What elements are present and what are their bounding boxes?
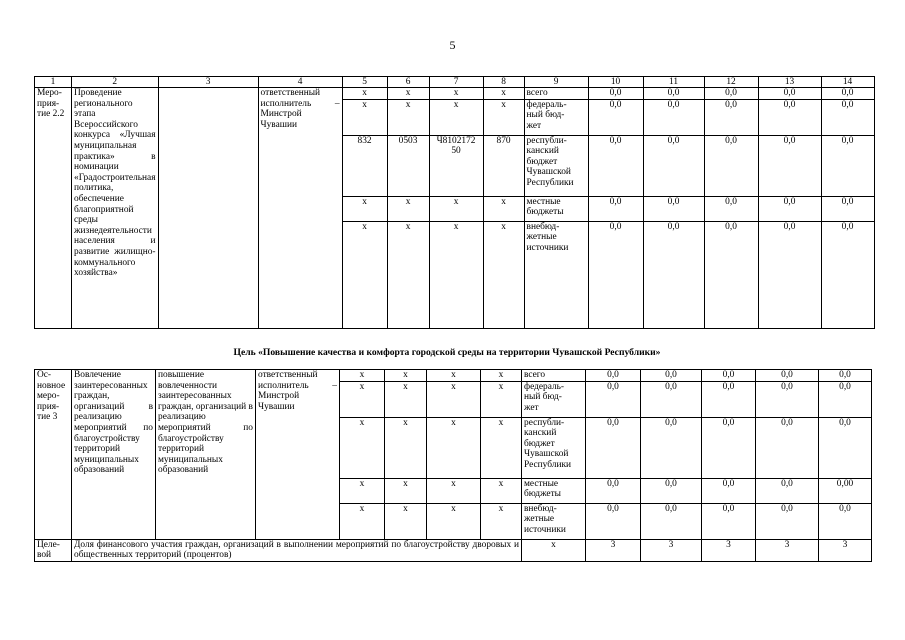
value-cell: 0,0	[819, 370, 872, 382]
value-cell: 0,0	[758, 135, 821, 196]
value-cell: 0,0	[758, 221, 821, 328]
grbs-code-cell: x	[340, 417, 385, 478]
target-article-cell: x	[429, 99, 483, 135]
expense-type-cell: x	[481, 381, 522, 417]
target-article-cell: x	[429, 196, 483, 221]
value-cell: 0,0	[586, 417, 641, 478]
section-code-cell: x	[385, 478, 427, 503]
page-number: 5	[449, 38, 456, 52]
grbs-code-cell: x	[340, 478, 385, 503]
section-code-cell: x	[387, 221, 429, 328]
value-cell: 0,0	[702, 417, 756, 478]
value-cell: 0,0	[704, 135, 758, 196]
activity-name-cell: Вовлечение заинтересованных граждан, организаций в реализацию мероприятий по благоустройству территорий муниципальных образований	[72, 370, 156, 540]
value-cell: 0,0	[704, 196, 758, 221]
grbs-code-cell: 832	[342, 135, 387, 196]
value-cell: 0,0	[756, 381, 819, 417]
target-article-cell: x	[427, 370, 481, 382]
grbs-code-cell: x	[340, 381, 385, 417]
value-cell: 0,0	[821, 135, 874, 196]
value-cell: 3	[641, 539, 702, 561]
expense-type-cell: x	[481, 417, 522, 478]
funding-source-cell: местные бюджеты	[522, 478, 586, 503]
value-cell: 0,0	[643, 196, 704, 221]
table-row	[35, 370, 872, 382]
expected-result-cell	[158, 88, 258, 329]
header-cell: 12	[704, 77, 758, 88]
value-cell: 3	[819, 539, 872, 561]
grbs-code-cell: x	[342, 88, 387, 100]
executor-cell: ответственный исполнитель – Минстрой Чувашии	[256, 370, 340, 540]
grbs-code-cell: x	[342, 99, 387, 135]
value-cell: 0,0	[702, 478, 756, 503]
value-cell: 0,0	[586, 503, 641, 539]
expense-type-cell: x	[483, 99, 524, 135]
value-cell: 0,0	[704, 99, 758, 135]
funding-source-cell: всего	[522, 370, 586, 382]
section-code-cell: x	[387, 88, 429, 100]
value-cell: 0,0	[588, 88, 643, 100]
value-cell: 0,0	[643, 99, 704, 135]
value-cell: 0,0	[641, 503, 702, 539]
target-article-cell: x	[427, 417, 481, 478]
funding-source-cell: x	[522, 539, 586, 561]
activity-name-cell: Проведение регионального этапа Всероссийского конкурса «Лучшая муниципальная практика» в номинации «Градостроительная политика, обеспечение благоприятной среды жизнедеятельности населения и развитие жилищно-коммунального хозяйства»	[72, 88, 159, 329]
funding-source-cell: внебюд- жетные источники	[524, 221, 588, 328]
value-cell: 0,0	[643, 135, 704, 196]
value-cell: 0,0	[588, 99, 643, 135]
value-cell: 0,0	[821, 196, 874, 221]
value-cell: 0,0	[819, 381, 872, 417]
section-code-cell: x	[385, 381, 427, 417]
grbs-code-cell: x	[342, 196, 387, 221]
expense-type-cell: x	[483, 221, 524, 328]
target-article-cell: x	[429, 221, 483, 328]
header-cell: 1	[35, 77, 72, 88]
value-cell: 0,0	[643, 88, 704, 100]
value-cell: 0,0	[704, 221, 758, 328]
header-cell: 10	[588, 77, 643, 88]
value-cell: 0,0	[702, 381, 756, 417]
expected-result-cell: повышение вовлеченности заинтересованных граждан, организаций в реализацию мероприятий по благоустройству территорий муниципальных образований	[156, 370, 256, 540]
value-cell: 0,0	[588, 221, 643, 328]
target-indicator-label: Целе- вой	[35, 539, 72, 561]
value-cell: 0,0	[758, 196, 821, 221]
value-cell: 0,0	[756, 370, 819, 382]
header-cell: 8	[483, 77, 524, 88]
expense-type-cell: x	[483, 88, 524, 100]
value-cell: 0,0	[756, 417, 819, 478]
header-cell: 3	[158, 77, 258, 88]
value-cell: 0,00	[819, 478, 872, 503]
target-article-cell: x	[429, 88, 483, 100]
value-cell: 0,0	[702, 370, 756, 382]
goal-heading: Цель «Повышение качества и комфорта городской среды на территории Чувашской Республики»	[233, 347, 661, 358]
header-cell: 13	[758, 77, 821, 88]
value-cell: 0,0	[588, 135, 643, 196]
expense-type-cell: x	[481, 370, 522, 382]
value-cell: 0,0	[758, 99, 821, 135]
header-cell: 7	[429, 77, 483, 88]
value-cell: 0,0	[756, 478, 819, 503]
value-cell: 0,0	[821, 221, 874, 328]
target-indicator-row	[35, 539, 872, 561]
budget-table-main-activity-3	[34, 369, 872, 562]
header-cell: 9	[524, 77, 588, 88]
target-indicator-text: Доля финансового участия граждан, организаций в выполнении мероприятий по благоустройству дворовых и общественных территорий (процентов)	[72, 539, 522, 561]
target-article-cell: x	[427, 503, 481, 539]
header-cell: 2	[72, 77, 159, 88]
value-cell: 0,0	[702, 503, 756, 539]
section-code-cell: 0503	[387, 135, 429, 196]
value-cell: 3	[756, 539, 819, 561]
value-cell: 0,0	[819, 503, 872, 539]
expense-type-cell: x	[481, 503, 522, 539]
grbs-code-cell: x	[340, 370, 385, 382]
header-cell: 6	[387, 77, 429, 88]
budget-table-activity-2-2	[34, 76, 875, 329]
value-cell: 0,0	[641, 478, 702, 503]
value-cell: 0,0	[586, 478, 641, 503]
funding-source-cell: республи- канский бюджет Чувашской Республики	[522, 417, 586, 478]
funding-source-cell: республи- канский бюджет Чувашской Республики	[524, 135, 588, 196]
header-cell: 11	[643, 77, 704, 88]
value-cell: 0,0	[641, 381, 702, 417]
value-cell: 0,0	[641, 370, 702, 382]
expense-type-cell: x	[483, 196, 524, 221]
value-cell: 0,0	[704, 88, 758, 100]
funding-source-cell: федераль- ный бюд- жет	[522, 381, 586, 417]
target-article-cell: x	[427, 478, 481, 503]
value-cell: 0,0	[756, 503, 819, 539]
executor-cell: ответственный исполнитель – Минстрой Чувашии	[258, 88, 342, 329]
section-code-cell: x	[385, 503, 427, 539]
section-code-cell: x	[387, 99, 429, 135]
table-row	[35, 88, 875, 100]
grbs-code-cell: x	[340, 503, 385, 539]
header-cell: 4	[258, 77, 342, 88]
funding-source-cell: всего	[524, 88, 588, 100]
value-cell: 0,0	[586, 370, 641, 382]
section-code-cell: x	[385, 370, 427, 382]
activity-number-cell: Ос- новное меро- прия- тие 3	[35, 370, 72, 540]
section-code-cell: x	[385, 417, 427, 478]
value-cell: 0,0	[758, 88, 821, 100]
value-cell: 0,0	[819, 417, 872, 478]
value-cell: 0,0	[641, 417, 702, 478]
funding-source-cell: местные бюджеты	[524, 196, 588, 221]
value-cell: 0,0	[586, 381, 641, 417]
column-number-row	[35, 77, 875, 88]
target-article-cell: Ч8102172 50	[429, 135, 483, 196]
value-cell: 0,0	[588, 196, 643, 221]
expense-type-cell: 870	[483, 135, 524, 196]
grbs-code-cell: x	[342, 221, 387, 328]
funding-source-cell: федераль- ный бюд- жет	[524, 99, 588, 135]
activity-number-cell: Меро- прия- тие 2.2	[35, 88, 72, 329]
value-cell: 0,0	[821, 99, 874, 135]
funding-source-cell: внебюд- жетные источники	[522, 503, 586, 539]
header-cell: 14	[821, 77, 874, 88]
value-cell: 0,0	[643, 221, 704, 328]
header-cell: 5	[342, 77, 387, 88]
section-code-cell: x	[387, 196, 429, 221]
value-cell: 3	[586, 539, 641, 561]
value-cell: 0,0	[821, 88, 874, 100]
target-article-cell: x	[427, 381, 481, 417]
expense-type-cell: x	[481, 478, 522, 503]
value-cell: 3	[702, 539, 756, 561]
